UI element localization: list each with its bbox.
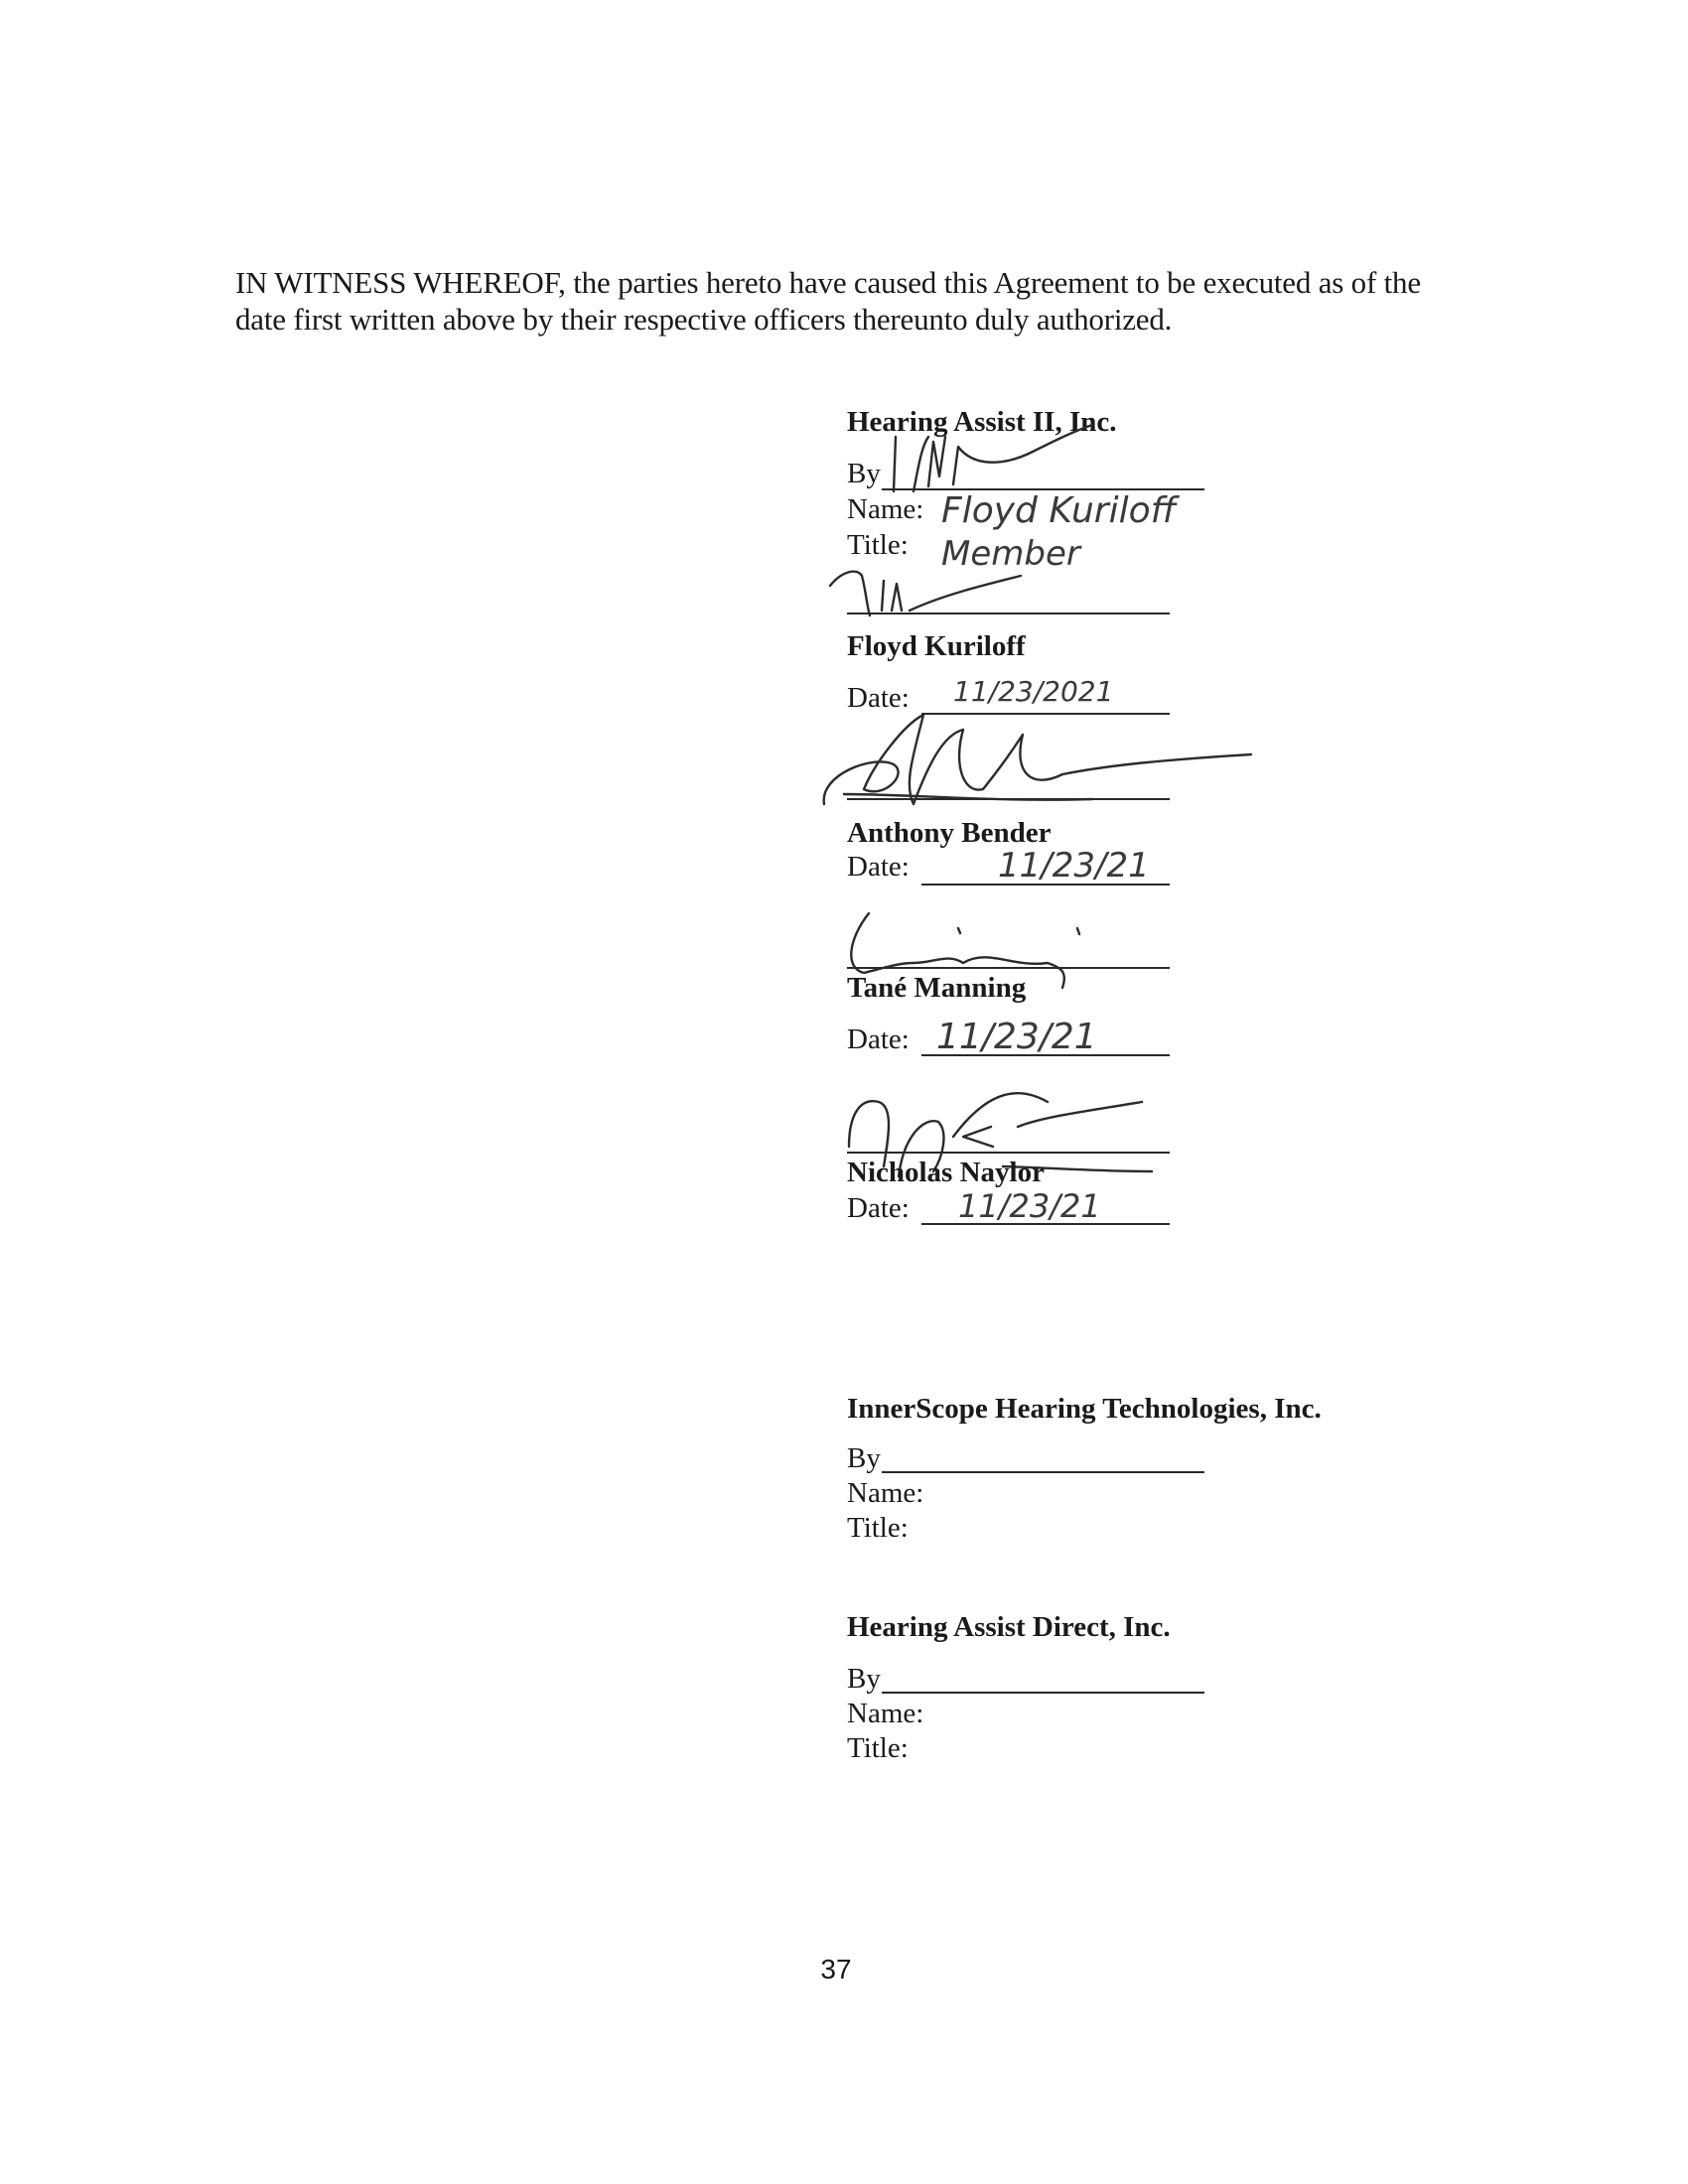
handwritten-name: Floyd Kuriloff: [941, 490, 1177, 531]
by-label: By: [847, 458, 881, 489]
date-value-tane: 11/23/21: [936, 1017, 1097, 1057]
signature-line: [847, 1152, 1170, 1154]
by-label: By: [847, 1663, 881, 1695]
company-hearing-assist-direct: Hearing Assist Direct, Inc.: [847, 1611, 1171, 1643]
signature-floyd-kuriloff: [822, 556, 1100, 625]
signer-name-anthony: Anthony Bender: [847, 817, 1052, 849]
handwritten-title: Member: [941, 534, 1080, 574]
name-label: Name:: [847, 1698, 924, 1729]
title-label: Title:: [847, 529, 909, 561]
signature-line: [847, 798, 1170, 800]
title-label: Title:: [847, 1512, 909, 1544]
title-label: Title:: [847, 1732, 909, 1764]
by-signature-line: [882, 1471, 1204, 1473]
date-label: Date:: [847, 851, 910, 883]
date-value-floyd: 11/23/2021: [953, 675, 1114, 708]
witness-clause: IN WITNESS WHEREOF, the parties hereto have caused this Agreement to be executed as of the date first written above by their respective officers thereunto duly authorized.: [235, 265, 1421, 337]
signature-by-hearing-assist-ii: [874, 397, 1132, 506]
page-number: 37: [820, 1954, 852, 1984]
by-label: By: [847, 1442, 881, 1474]
signer-name-floyd: Floyd Kuriloff: [847, 630, 1026, 662]
signature-line: [847, 613, 1170, 614]
signer-name-tane: Tané Manning: [847, 972, 1027, 1004]
company-innerscope: InnerScope Hearing Technologies, Inc.: [847, 1393, 1322, 1425]
date-label: Date:: [847, 682, 910, 714]
by-signature-line: [882, 1692, 1204, 1694]
signer-name-nicholas: Nicholas Naylor: [847, 1157, 1045, 1188]
date-value-nicholas: 11/23/21: [958, 1187, 1101, 1225]
company-hearing-assist-ii: Hearing Assist II, Inc.: [847, 406, 1117, 438]
date-label: Date:: [847, 1192, 910, 1224]
signature-anthony-bender: [814, 695, 1271, 824]
name-label: Name:: [847, 493, 924, 525]
name-label: Name:: [847, 1477, 924, 1509]
date-label: Date:: [847, 1024, 910, 1055]
signature-line: [847, 967, 1170, 969]
date-value-anthony: 11/23/21: [998, 846, 1150, 886]
